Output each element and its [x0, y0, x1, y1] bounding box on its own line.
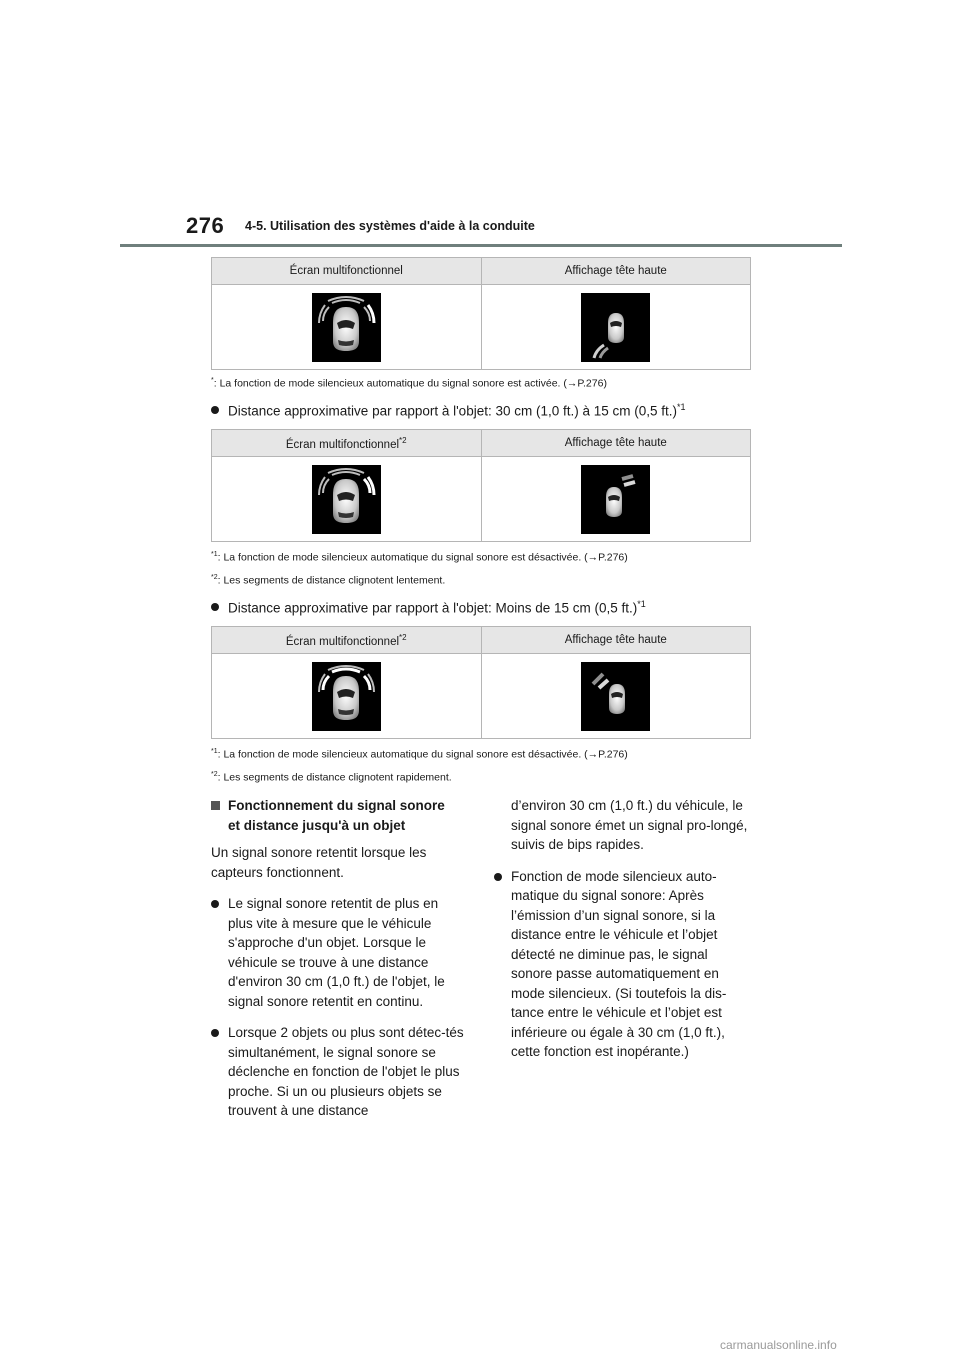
car-icon: [333, 307, 359, 351]
sub-heading: Fonctionnement du signal sonore et distance jusqu'à un objet: [211, 796, 466, 835]
bullet-dot: [211, 406, 219, 414]
heading-square-icon: [211, 801, 220, 810]
section-title: 4-5. Utilisation des systèmes d'aide à la conduite: [245, 219, 535, 233]
multi-display-screen-image: [312, 465, 381, 534]
continued-paragraph: d’environ 30 cm (1,0 ft.) du véhicule, le signal sonore émet un signal pro-longé, suivis de bips rapides.: [511, 798, 748, 852]
footnote: $^{*2}$: Les segments de distance clignotent lentement.: [211, 574, 446, 587]
hud-screen-image: [581, 465, 650, 534]
bullet-dot: [211, 900, 219, 908]
display-table-1: [211, 257, 751, 370]
list-item: Fonction de mode silencieux auto-matique du signal sonore: Après l’émission d’un signal sonore, si la distance entre le véhicule et l’objet détecté ne diminue pas, le signal sonore passe automatiquement en mode silencieux. (Si toutefois la dis-tance entre le véhicule et l’objet est inférieure ou égale à 30 cm (1,0 ft.), cette fonction est inopérante.): [494, 867, 749, 1062]
table-header-hud: Affichage tête haute: [481, 627, 751, 654]
table-header-multi-display: Écran multifonctionnel: [212, 258, 482, 285]
table-cell: [481, 285, 751, 370]
table-header-multi-display: Écran multifonctionnel$^{*2}$: [212, 430, 482, 457]
header-divider: [120, 244, 842, 247]
bullet-distance-30-15: Distance approximative par rapport à l'objet: 30 cm (1,0 ft.) à 15 cm (0,5 ft.)$^{*1}$: [211, 402, 686, 419]
car-icon: [608, 313, 624, 343]
car-icon: [609, 684, 625, 714]
footnote: $^{*1}$: La fonction de mode silencieux automatique du signal sonore est désactivée. (→P.276): [211, 551, 628, 564]
bullet-dot: [211, 603, 219, 611]
list-item: Le signal sonore retentit de plus en plus vite à mesure que le véhicule s'approche d'un objet. Lorsque le véhicule se trouve à une distance d'environ 30 cm (1,0 ft.) de l'objet, le signal sonore retentit en continu.: [211, 894, 466, 1011]
multi-display-screen-image: [312, 293, 381, 362]
hud-screen-image: [581, 662, 650, 731]
bullet-dot: [494, 873, 502, 881]
page-number: 276: [186, 213, 225, 238]
table-header-hud: Affichage tête haute: [481, 258, 751, 285]
footnote: $^{*1}$: La fonction de mode silencieux automatique du signal sonore est désactivée. (→P.276): [211, 748, 628, 761]
table-cell: [481, 654, 751, 739]
bullet-dot: [211, 1029, 219, 1037]
body-right-column: [494, 796, 749, 1062]
table-cell: [212, 457, 482, 542]
list-item: Lorsque 2 objets ou plus sont détec-tés simultanément, le signal sonore se déclenche en fonction de l'objet le plus proche. Si un ou plusieurs objets se trouvent à une distance: [211, 1023, 466, 1121]
body-left-column: [211, 796, 466, 1121]
hud-screen-image: [581, 293, 650, 362]
intro-paragraph: Un signal sonore retentit lorsque les capteurs fonctionnent.: [211, 845, 427, 880]
multi-display-screen-image: [312, 662, 381, 731]
car-icon: [606, 487, 622, 517]
display-table-2: [211, 429, 751, 542]
watermark: carmanualsonline.info: [720, 1338, 837, 1352]
display-table-3: [211, 626, 751, 739]
table-cell: [212, 285, 482, 370]
car-icon: [333, 676, 359, 720]
table-cell: [481, 457, 751, 542]
footnote: *: La fonction de mode silencieux automatique du signal sonore est activée. (→P.276): [211, 377, 607, 390]
bullet-distance-under-15: Distance approximative par rapport à l'objet: Moins de 15 cm (0,5 ft.)$^{*1}$: [211, 599, 646, 616]
table-cell: [212, 654, 482, 739]
car-icon: [333, 479, 359, 523]
table-header-hud: Affichage tête haute: [481, 430, 751, 457]
footnote: $^{*2}$: Les segments de distance clignotent rapidement.: [211, 771, 452, 784]
table-header-multi-display: Écran multifonctionnel$^{*2}$: [212, 627, 482, 654]
